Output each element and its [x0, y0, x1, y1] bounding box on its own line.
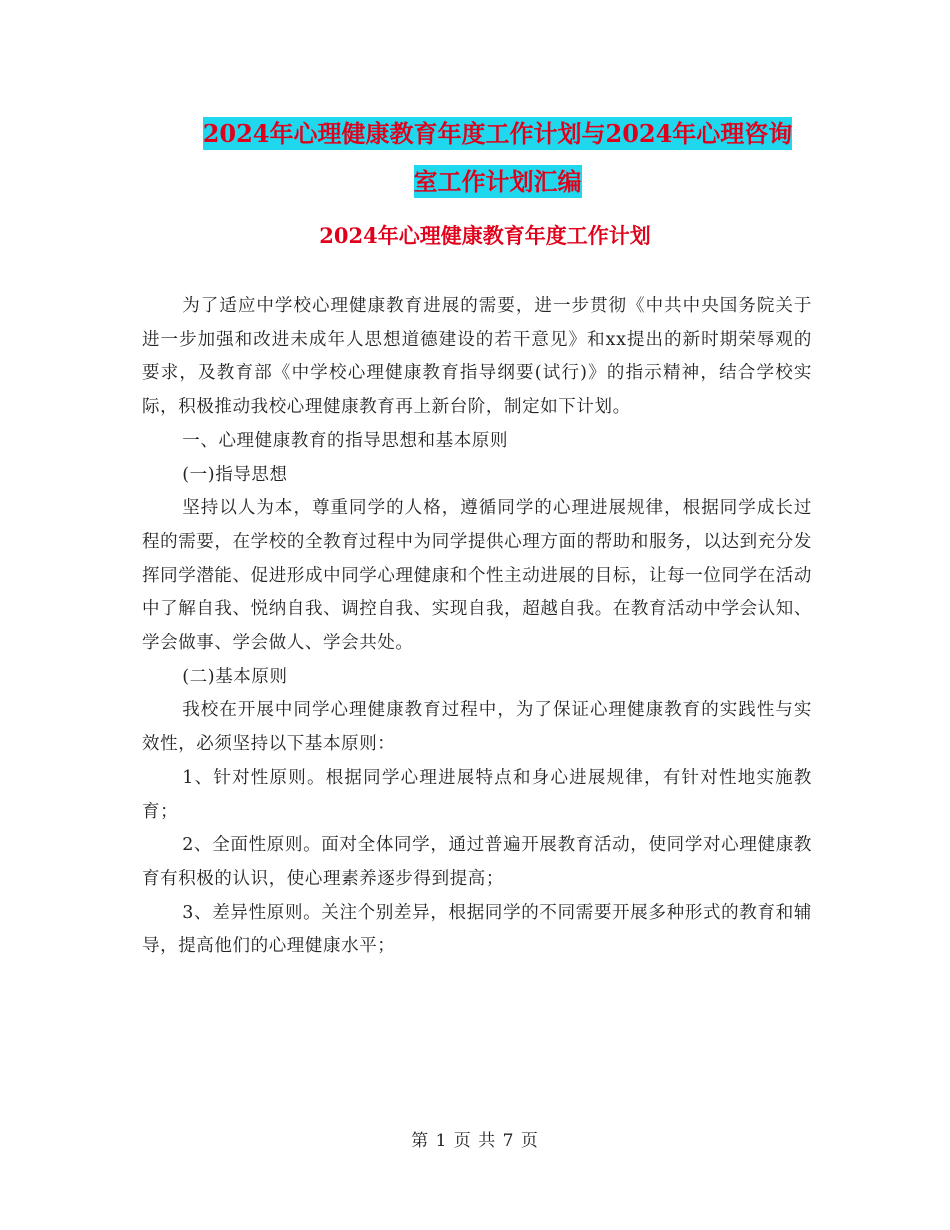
paragraph: 2、全面性原则。面对全体同学，通过普遍开展教育活动，使同学对心理健康教育有积极的认识，使心理素养逐步得到提高； — [142, 835, 812, 889]
paragraph: 1、针对性原则。根据同学心理进展特点和身心进展规律，有针对性地实施教育； — [142, 767, 812, 822]
paragraph: 坚持以人为本，尊重同学的人格，遵循同学的心理进展规律，根据同学成长过程的需要，在学校的全教育过程中为同学提供心理方面的帮助和服务，以达到充分发挥同学潜能、促进形成中同学心理健康和个性主动进展的目标，让每一位同学在活动中了解自我、悦纳自我、调控自我、实现自我，超越自我。在教育活动中学会认知、学会做事、学会做人、学会共处。 — [142, 498, 812, 654]
document-body — [142, 290, 812, 964]
document-title — [140, 110, 855, 206]
paragraph: 我校在开展中同学心理健康教育过程中，为了保证心理健康教育的实践性与实效性，必须坚持以下基本原则： — [142, 700, 812, 755]
page-number-footer: 第 1 页 共 7 页 — [411, 1131, 539, 1151]
paragraph: 一、心理健康教育的指导思想和基本原则 — [182, 430, 509, 451]
document-title-line1: 2024年心理健康教育年度工作计划与2024年心理咨询 — [202, 119, 793, 148]
paragraph: (一)指导思想 — [182, 464, 288, 485]
paragraph: 为了适应中学校心理健康教育进展的需要，进一步贯彻《中共中央国务院关于进一步加强和改进未成年人思想道德建设的若干意见》和xx提出的新时期荣辱观的要求，及教育部《中学校心理健康教育指导纲要(试行)》的指示精神，结合学校实际，积极推动我校心理健康教育再上新台阶，制定如下计划。 — [142, 296, 812, 418]
paragraph: (二)基本原则 — [182, 666, 288, 687]
document-title-line2: 室工作计划汇编 — [413, 167, 582, 196]
section-title: 2024年心理健康教育年度工作计划 — [319, 223, 651, 248]
paragraph: 3、差异性原则。关注个别差异，根据同学的不同需要开展多种形式的教育和辅导，提高他们的心理健康水平； — [142, 902, 812, 957]
